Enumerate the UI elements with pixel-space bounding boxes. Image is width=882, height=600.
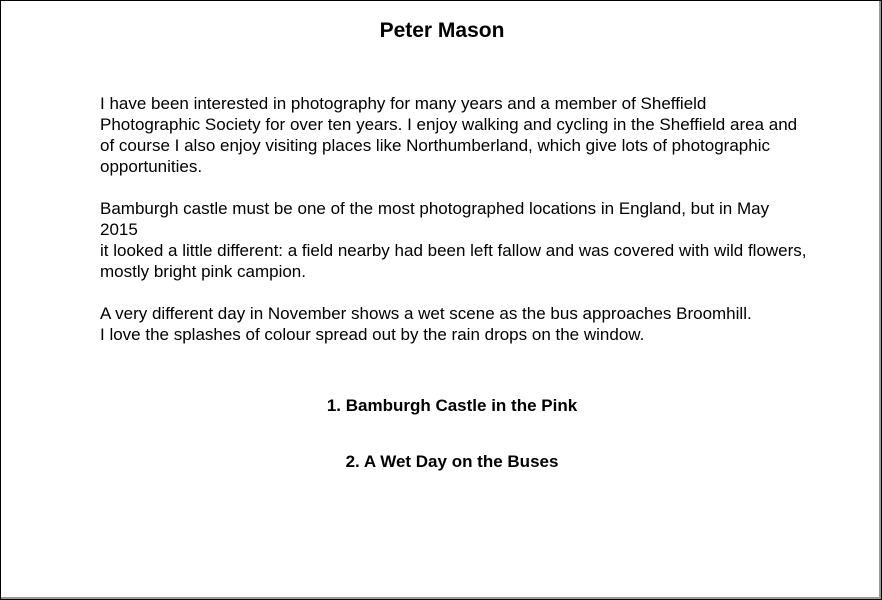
biography-text	[100, 93, 870, 366]
paragraph-wet-day: A very different day in November shows a wet scene as the bus approaches Broomhill. I love the splashes of colour spread out by the rain drops on the window.	[100, 304, 752, 344]
entry-title-1: 1. Bamburgh Castle in the Pink	[326, 396, 578, 415]
page-title: Peter Mason	[379, 19, 505, 42]
paragraph-bamburgh: Bamburgh castle must be one of the most photographed locations in England, but in May 2015 it looked a little different: a field nearby had been left fallow and was covered with wild flowers, mostly bright pink campion.	[100, 199, 807, 281]
paragraph-intro: I have been interested in photography for many years and a member of Sheffield Photographic Society for over ten years. I enjoy walking and cycling in the Sheffield area and of course I also enjoy visiting places like Northumberland, which give lots of photographic opportunities.	[100, 94, 798, 176]
entry-title-2: 2. A Wet Day on the Buses	[345, 452, 559, 471]
